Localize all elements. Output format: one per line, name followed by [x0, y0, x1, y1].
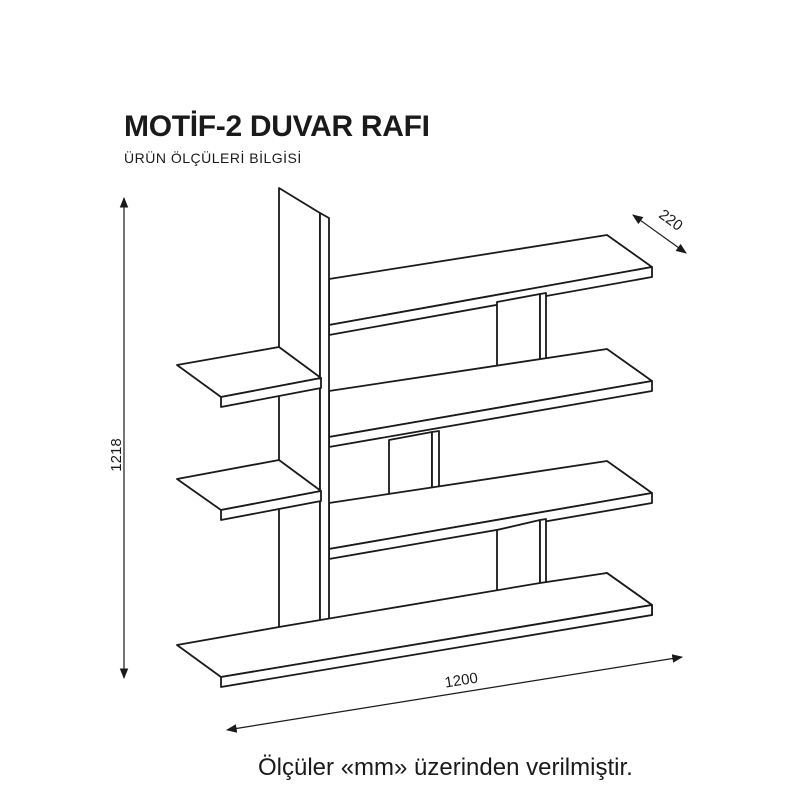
wall-shelf-illustration: [177, 188, 652, 687]
vertical-panel-face: [279, 188, 320, 665]
vertical-panel-side: [320, 213, 329, 665]
width-dimension-label: 1200: [443, 669, 480, 692]
product-subtitle: ÜRÜN ÖLÇÜLERİ BİLGİSİ: [124, 150, 302, 166]
height-dimension-label: 1218: [108, 438, 125, 472]
product-title: MOTİF-2 DUVAR RAFI: [124, 110, 430, 143]
depth-dimension-label: 220: [655, 206, 686, 235]
units-note: Ölçüler «mm» üzerinden verilmiştir.: [258, 754, 633, 781]
